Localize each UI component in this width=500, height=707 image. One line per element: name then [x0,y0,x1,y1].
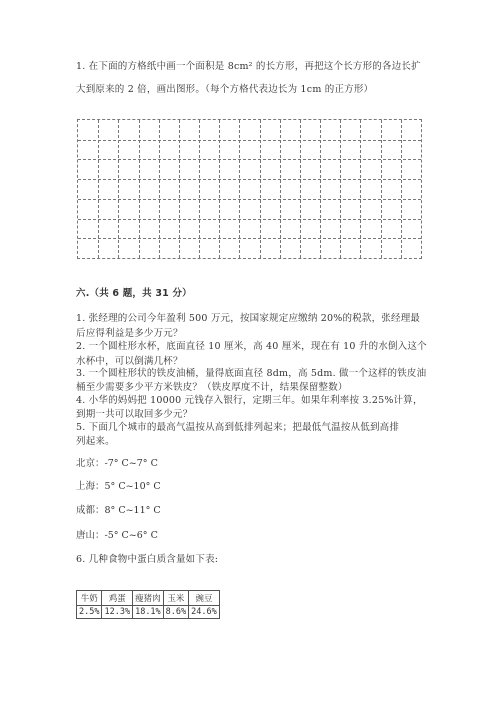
table-header-cell: 瘦猪肉 [133,591,164,606]
section-title: 六.（共 6 题，共 31 分） [76,288,192,299]
q1-line-1: 1. 在下面的方格纸中画一个面积是 8cm² 的长方形，再把这个长方形的各边长扩 [76,61,421,72]
grid-horizontal-line [78,159,421,160]
question-line: 桶至少需要多少平方米铁皮？（铁皮厚度不计，结果保留整数） [76,382,348,393]
table-header-cell: 牛奶 [77,591,102,606]
grid-horizontal-line [78,179,421,180]
protein-table [76,590,220,619]
table-header-cell: 豌豆 [189,591,220,606]
city-temperature: 唐山：-5° C~6° C [76,530,158,541]
table-header-cell: 鸡蛋 [102,591,133,606]
table-value-cell: 8.6% [163,606,188,619]
question-line: 3. 一个圆柱形状的铁皮油桶，量得底面直径 8dm，高 5dm. 做一个这样的铁皮油 [76,368,427,379]
table-value-cell: 12.3% [102,606,133,619]
question-line: 水杯中，可以倒满几杯？ [76,356,183,367]
q6-title: 6. 几种食物中蛋白质含量如下表: [76,554,219,565]
q1-line-2: 大到原来的 2 倍，画出图形。（每个方格代表边长为 1cm 的正方形） [76,84,374,95]
table-header-cell: 玉米 [163,591,188,606]
grid-paper [77,119,422,259]
table-value-row [77,606,220,619]
question-line: 1. 张经理的公司今年盈利 500 万元，按国家规定应缴纳 20%的税款，张经理最 [76,313,421,324]
question-line: 5. 下面几个城市的最高气温按从高到低排列起来；把最低气温按从低到高排 [76,422,400,433]
city-temperature: 上海：5° C~10° C [76,481,161,492]
question-line: 4. 小华的妈妈把 10000 元钱存入银行，定期三年。如果年利率按 3.25%计算， [76,395,423,406]
table-value-cell: 18.1% [133,606,164,619]
grid-horizontal-line [78,219,421,220]
city-temperature: 北京：-7° C~7° C [76,458,158,469]
table-header-row [77,591,220,606]
grid-horizontal-line [78,199,421,200]
question-line: 后应得利益是多少万元？ [76,328,183,339]
grid-horizontal-line [78,140,421,141]
table-value-cell: 24.6% [189,606,220,619]
question-line: 列起来。 [76,436,115,447]
question-line: 到期一共可以取回多少元？ [76,409,193,420]
city-temperature: 成都：8° C~11° C [76,505,161,516]
grid-horizontal-line [78,238,421,239]
question-line: 2. 一个圆柱形水杯，底面直径 10 厘米，高 40 厘米，现在有 10 升的水倒入这个 [76,341,427,352]
table-value-cell: 2.5% [77,606,102,619]
